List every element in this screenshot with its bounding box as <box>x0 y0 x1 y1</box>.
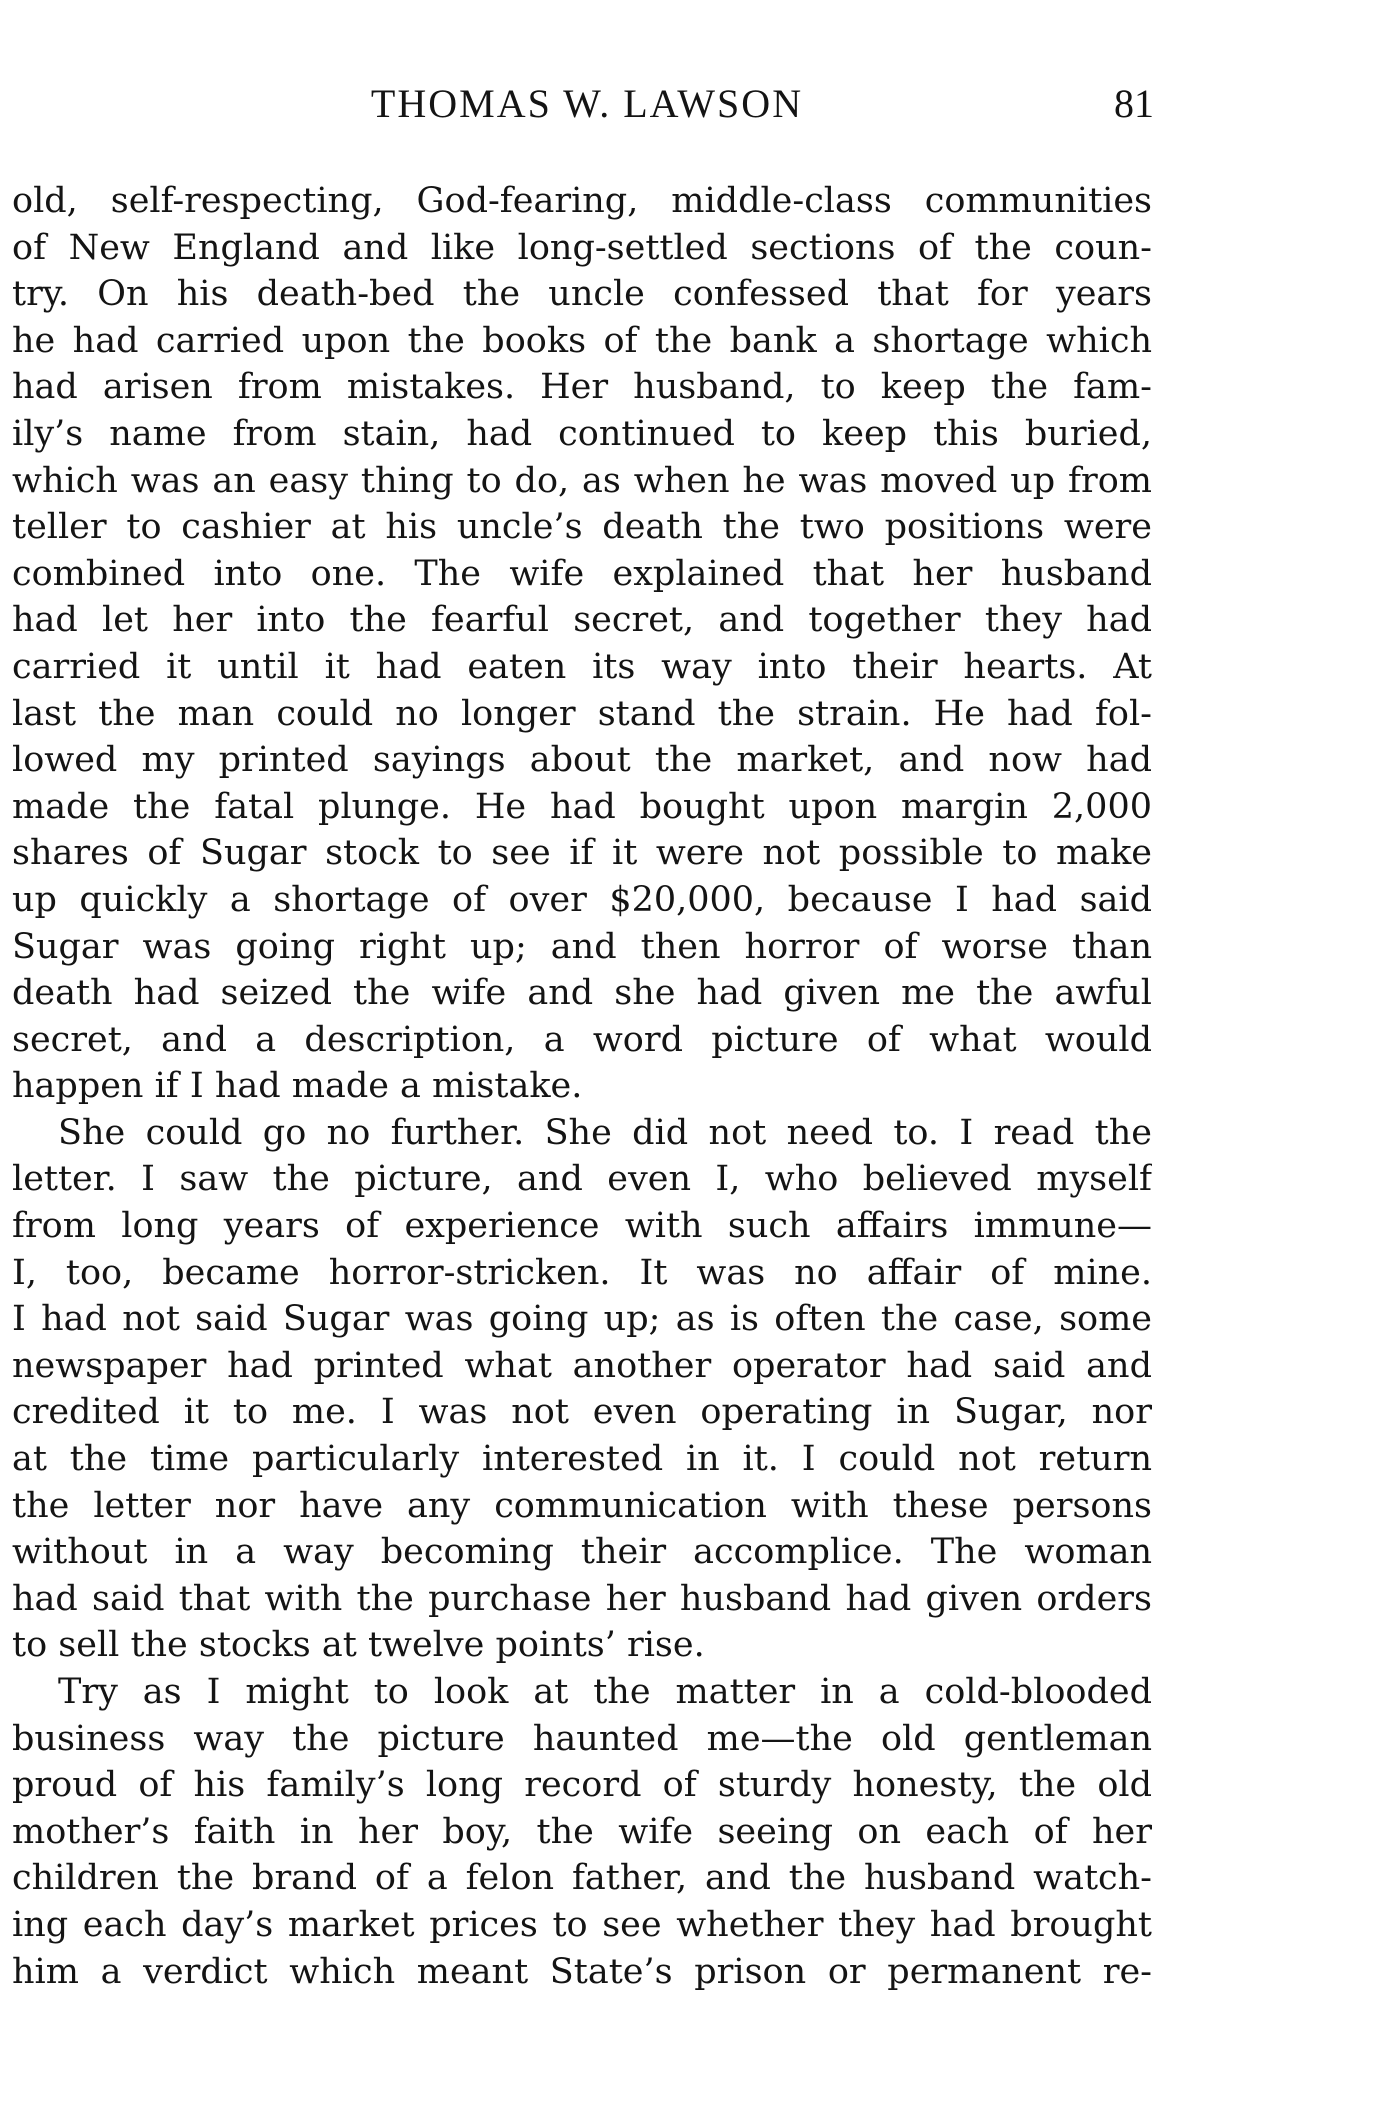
text-line: combined into one. The wife explained that her husband <box>12 553 1152 594</box>
text-line: him a verdict which meant State’s prison or permanent re- <box>12 1951 1152 1992</box>
text-line: had said that with the purchase her husband had given orders <box>12 1578 1152 1619</box>
text-line: shares of Sugar stock to see if it were not possible to make <box>12 833 1152 874</box>
text-line: carried it until it had eaten its way into their hearts. At <box>12 646 1152 687</box>
text-line: which was an easy thing to do, as when he was moved up from <box>12 460 1152 501</box>
text-line: he had carried upon the books of the bank a shortage which <box>12 320 1152 361</box>
text-line: ing each day’s market prices to see whether they had brought <box>12 1904 1152 1945</box>
text-line: had arisen from mistakes. Her husband, to keep the fam- <box>12 367 1152 408</box>
body-text <box>12 178 1152 1995</box>
text-line: happen if I had made a mistake. <box>12 1066 583 1107</box>
text-line: letter. I saw the picture, and even I, who believed myself <box>12 1159 1152 1200</box>
page-number: 81 <box>1114 81 1154 126</box>
text-line: up quickly a shortage of over $20,000, because I had said <box>12 879 1152 920</box>
text-line: proud of his family’s long record of sturdy honesty, the old <box>12 1765 1152 1806</box>
text-line: credited it to me. I was not even operating in Sugar, nor <box>12 1392 1152 1433</box>
text-line: the letter nor have any communication with these persons <box>12 1485 1152 1526</box>
text-line: mother’s faith in her boy, the wife seeing on each of her <box>12 1811 1152 1852</box>
text-line: children the brand of a felon father, and the husband watch- <box>12 1858 1152 1899</box>
text-line: lowed my printed sayings about the market, and now had <box>12 740 1152 781</box>
text-line: business way the picture haunted me—the old gentleman <box>12 1718 1152 1759</box>
text-line: from long years of experience with such affairs immune— <box>12 1206 1152 1247</box>
text-line: Sugar was going right up; and then horror of worse than <box>12 926 1152 967</box>
text-line: to sell the stocks at twelve points’ rise. <box>12 1625 705 1666</box>
text-line: without in a way becoming their accomplice. The woman <box>12 1532 1152 1573</box>
text-line: death had seized the wife and she had given me the awful <box>12 973 1152 1014</box>
text-line: She could go no further. She did not need to. I read the <box>58 1112 1152 1153</box>
text-line: old, self-respecting, God-fearing, middle-class communities <box>12 181 1152 221</box>
text-line: made the fatal plunge. He had bought upon margin 2,000 <box>12 786 1152 827</box>
text-line: teller to cashier at his uncle’s death the two positions were <box>12 507 1152 548</box>
text-line: ily’s name from stain, had continued to keep this buried, <box>12 413 1152 454</box>
text-line: had let her into the fearful secret, and together they had <box>12 600 1152 641</box>
text-line: I had not said Sugar was going up; as is often the case, some <box>12 1299 1152 1340</box>
text-line: I, too, became horror-stricken. It was no affair of mine. <box>12 1252 1152 1293</box>
text-line: try. On his death-bed the uncle confessed that for years <box>12 274 1152 315</box>
text-line: of New England and like long-settled sections of the coun- <box>12 227 1152 268</box>
text-line: last the man could no longer stand the strain. He had fol- <box>12 693 1152 734</box>
running-title: THOMAS W. LAWSON <box>370 81 804 126</box>
text-line: at the time particularly interested in it. I could not return <box>12 1439 1152 1480</box>
text-line: newspaper had printed what another operator had said and <box>12 1345 1152 1386</box>
text-line: secret, and a description, a word picture of what would <box>12 1019 1152 1060</box>
running-head <box>12 74 1162 134</box>
text-line: Try as I might to look at the matter in a cold-blooded <box>58 1672 1152 1712</box>
